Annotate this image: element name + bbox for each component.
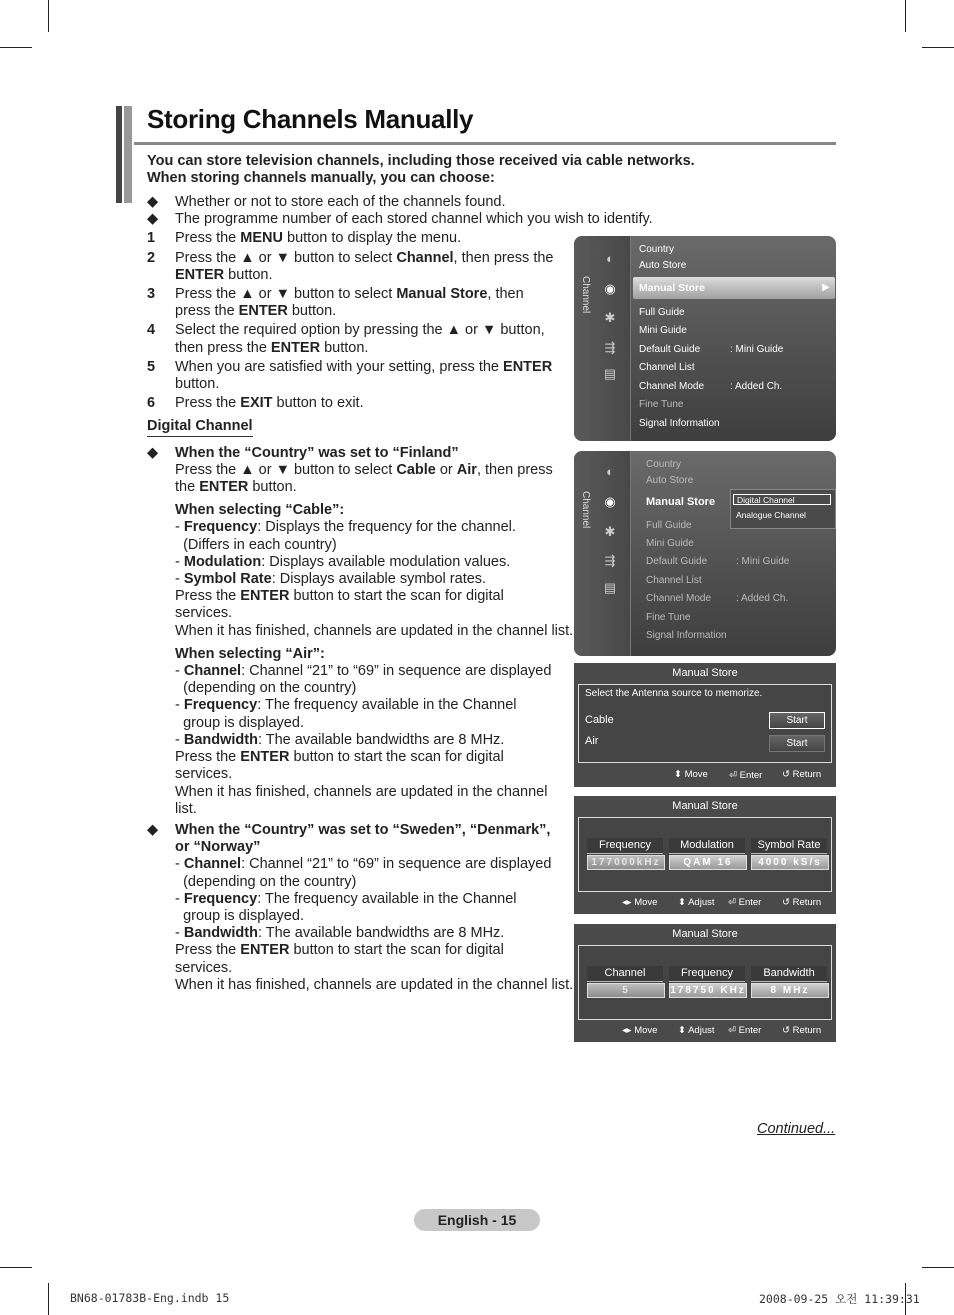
menu-item-mini-guide[interactable]: Mini Guide bbox=[639, 325, 687, 336]
crop-mark bbox=[0, 1267, 32, 1268]
diamond-icon: ◆ bbox=[147, 444, 159, 461]
setup-icon: ✱ bbox=[604, 310, 616, 325]
intro-line: You can store television channels, including those received via cable networks. bbox=[147, 153, 695, 169]
updown-icon: ⬍ bbox=[678, 1025, 686, 1036]
panel-body bbox=[578, 817, 832, 892]
support-icon: ▤ bbox=[603, 580, 617, 595]
step-3: 3 Press the ▲ or ▼ button to select Manual Store, then press the ENTER button. bbox=[147, 286, 524, 320]
continued-note: Continued... bbox=[757, 1121, 836, 1137]
print-slug-timestamp: 2008-09-25 오전 11:39:31 bbox=[759, 1292, 920, 1306]
channel-field[interactable]: 5 bbox=[587, 983, 665, 998]
popup-option-analogue-channel[interactable]: Analogue Channel bbox=[736, 510, 806, 520]
digital-channel-heading: Digital Channel bbox=[147, 418, 567, 436]
crop-mark bbox=[922, 1267, 954, 1268]
frequency-header: Frequency bbox=[669, 966, 745, 982]
channel-menu-screen bbox=[574, 236, 836, 441]
crop-mark bbox=[48, 1283, 49, 1315]
picture-icon: ◐ bbox=[606, 251, 614, 266]
diamond-icon: ◆ bbox=[147, 821, 159, 838]
leftright-icon: ◂▸ bbox=[622, 1025, 632, 1036]
nordic-section: ◆ When the “Country” was set to “Sweden”, “Denmark”, or “Norway” - Channel: Channel “21” to “69” in sequence are displayed (depending on the country) - Frequency: The frequency available in the Channel group is displayed. - Bandwidth: The available bandwidths are 8 MHz. Press the ENTER button to start the scan for digital services. When it has finished, channels are updated in the channel list. bbox=[147, 821, 574, 993]
input-icon: ⇶ bbox=[604, 553, 616, 568]
print-slug-file: BN68-01783B-Eng.indb 15 bbox=[70, 1291, 230, 1305]
panel-title: Manual Store bbox=[672, 928, 738, 940]
menu-item-default-guide: Default Guide bbox=[646, 556, 708, 567]
footer-return: ↺ Return bbox=[782, 769, 822, 780]
step-5: 5 When you are satisfied with your setting, press the ENTER button. bbox=[147, 358, 553, 393]
channel-header: Channel bbox=[587, 966, 663, 982]
air-start-button[interactable]: Start bbox=[769, 735, 825, 752]
menu-item-country[interactable]: Country bbox=[639, 244, 675, 255]
footer-adjust: ⬍ Adjust bbox=[678, 897, 715, 908]
setup-icon: ✱ bbox=[604, 524, 616, 539]
footer-enter: ⏎ Enter bbox=[729, 770, 763, 781]
crop-mark bbox=[922, 47, 954, 48]
air-label: Air bbox=[585, 735, 599, 747]
title-accent-bar bbox=[116, 106, 122, 203]
page-number: English - 15 bbox=[414, 1209, 540, 1231]
popup-option-digital-channel[interactable]: Digital Channel bbox=[733, 494, 831, 505]
menu-item-signal-information[interactable]: Signal Information bbox=[639, 418, 720, 429]
menu-item-channel-mode[interactable]: Channel Mode bbox=[639, 381, 705, 392]
menu-item-fine-tune: Fine Tune bbox=[639, 399, 684, 410]
cable-start-button[interactable]: Start bbox=[769, 712, 825, 729]
menu-item-channel-mode: Channel Mode bbox=[646, 593, 712, 604]
crop-mark bbox=[905, 0, 906, 32]
menu-sidebar: Channel ◐ ◉ ✱ ⇶ ▤ bbox=[574, 451, 631, 656]
cable-label: Cable bbox=[585, 714, 614, 726]
menu-item-country: Country bbox=[646, 459, 682, 470]
channel-mode-value: : Added Ch. bbox=[736, 593, 789, 604]
menu-item-auto-store: Auto Store bbox=[646, 475, 694, 486]
menu-sidebar: Channel ◐ ◉ ✱ ⇶ ▤ bbox=[574, 236, 631, 441]
menu-item-full-guide[interactable]: Full Guide bbox=[639, 307, 685, 318]
footer-enter: ⏎ Enter bbox=[728, 897, 762, 908]
intro-line: When storing channels manually, you can choose: bbox=[147, 170, 495, 186]
menu-item-channel-list: Channel List bbox=[646, 575, 702, 586]
manual-store-antenna-panel bbox=[574, 663, 836, 787]
bandwidth-field[interactable]: 8 MHz bbox=[751, 983, 829, 998]
symbol-rate-field[interactable]: 4000 kS/s bbox=[751, 855, 829, 870]
bullet-item: ◆ Whether or not to store each of the channels found. bbox=[147, 194, 506, 210]
cable-section: When selecting “Cable”: - Frequency: Displays the frequency for the channel. (Differs in each country) - Modulation: Displays available modulation values. - Symbol Rate: Displays available symbol rates. Press the ENTER button to start the scan for digital services. When it has finished, channels are updated in the channel list. bbox=[175, 502, 574, 639]
menu-item-full-guide: Full Guide bbox=[646, 520, 692, 531]
enter-icon: ⏎ bbox=[728, 1025, 736, 1036]
channel-icon: ◉ bbox=[604, 281, 616, 296]
step-4: 4 Select the required option by pressing the ▲ or ▼ button, then press the ENTER button. bbox=[147, 322, 545, 356]
input-icon: ⇶ bbox=[604, 340, 616, 355]
default-guide-value: : Mini Guide bbox=[730, 344, 784, 355]
footer-adjust: ⬍ Adjust bbox=[678, 1025, 715, 1036]
footer-enter: ⏎ Enter bbox=[728, 1025, 762, 1036]
support-icon: ▤ bbox=[603, 366, 617, 381]
finland-section: ◆ When the “Country” was set to “Finland” Press the ▲ or ▼ button to select Cable or Air, then press the ENTER button. bbox=[147, 444, 553, 496]
title-accent-bar bbox=[124, 106, 132, 203]
return-icon: ↺ bbox=[782, 769, 790, 780]
page-title: Storing Channels Manually bbox=[147, 104, 474, 134]
chevron-right-icon: ▶ bbox=[822, 282, 830, 293]
leftright-icon: ◂▸ bbox=[622, 897, 632, 908]
footer-move: ◂▸ Move bbox=[622, 1025, 658, 1036]
crop-mark bbox=[48, 0, 49, 32]
footer-move: ◂▸ Move bbox=[622, 897, 658, 908]
footer-return: ↺ Return bbox=[782, 897, 822, 908]
return-icon: ↺ bbox=[782, 897, 790, 908]
menu-item-channel-list[interactable]: Channel List bbox=[639, 362, 695, 373]
diamond-icon: ◆ bbox=[147, 194, 159, 210]
modulation-header: Modulation bbox=[669, 838, 745, 854]
updown-icon: ⬍ bbox=[674, 769, 682, 780]
air-section: When selecting “Air”: - Channel: Channel “21” to “69” in sequence are displayed (depending on the country) - Frequency: The frequency available in the Channel group is displayed. - Bandwidth: The available bandwidths are 8 MHz. Press the ENTER button to start the scan for digital services. When it has finished, channels are updated in the channel list. bbox=[175, 645, 552, 817]
crop-mark bbox=[0, 47, 32, 48]
return-icon: ↺ bbox=[782, 1025, 790, 1036]
intro bbox=[147, 153, 787, 187]
menu-item-manual-store[interactable]: Manual Store bbox=[646, 496, 716, 508]
title-rule bbox=[134, 142, 836, 145]
antenna-prompt: Select the Antenna source to memorize. bbox=[585, 688, 763, 699]
step-6: 6 Press the EXIT button to exit. bbox=[147, 395, 364, 412]
menu-item-fine-tune: Fine Tune bbox=[646, 612, 691, 623]
source-popup bbox=[730, 489, 836, 529]
default-guide-value: : Mini Guide bbox=[736, 556, 790, 567]
footer-return: ↺ Return bbox=[782, 1025, 822, 1036]
enter-icon: ⏎ bbox=[729, 770, 737, 781]
manual-store-cable-panel bbox=[574, 796, 836, 914]
channel-icon: ◉ bbox=[604, 494, 616, 509]
menu-item-auto-store[interactable]: Auto Store bbox=[639, 260, 687, 271]
panel-title: Manual Store bbox=[672, 800, 738, 812]
menu-item-default-guide[interactable]: Default Guide bbox=[639, 344, 701, 355]
panel-body bbox=[578, 684, 832, 763]
symbol-rate-header: Symbol Rate bbox=[751, 838, 827, 854]
channel-mode-value: : Added Ch. bbox=[730, 381, 783, 392]
diamond-icon: ◆ bbox=[147, 211, 159, 228]
step-2: 2 Press the ▲ or ▼ button to select Channel, then press the ENTER button. bbox=[147, 249, 554, 283]
channel-menu-screen-submenu bbox=[574, 451, 836, 656]
bullet-item: ◆ The programme number of each stored channel which you wish to identify. bbox=[147, 211, 653, 228]
frequency-field[interactable]: 177000kHz bbox=[587, 855, 665, 870]
bandwidth-header: Bandwidth bbox=[751, 966, 827, 982]
frequency-header: Frequency bbox=[587, 838, 663, 854]
menu-item-signal-information: Signal Information bbox=[646, 630, 727, 641]
updown-icon: ⬍ bbox=[678, 897, 686, 908]
picture-icon: ◐ bbox=[606, 464, 614, 479]
modulation-field[interactable]: QAM 16 bbox=[669, 855, 747, 870]
menu-item-mini-guide: Mini Guide bbox=[646, 538, 694, 549]
panel-body bbox=[578, 945, 832, 1020]
panel-title: Manual Store bbox=[672, 667, 738, 679]
manual-store-air-panel bbox=[574, 924, 836, 1042]
enter-icon: ⏎ bbox=[728, 897, 736, 908]
menu-item-manual-store[interactable]: Manual Store bbox=[639, 282, 705, 294]
footer-move: ⬍ Move bbox=[674, 769, 708, 780]
frequency-field[interactable]: 178750 KHz bbox=[670, 985, 746, 996]
step-1: 1 Press the MENU button to display the menu. bbox=[147, 230, 462, 247]
